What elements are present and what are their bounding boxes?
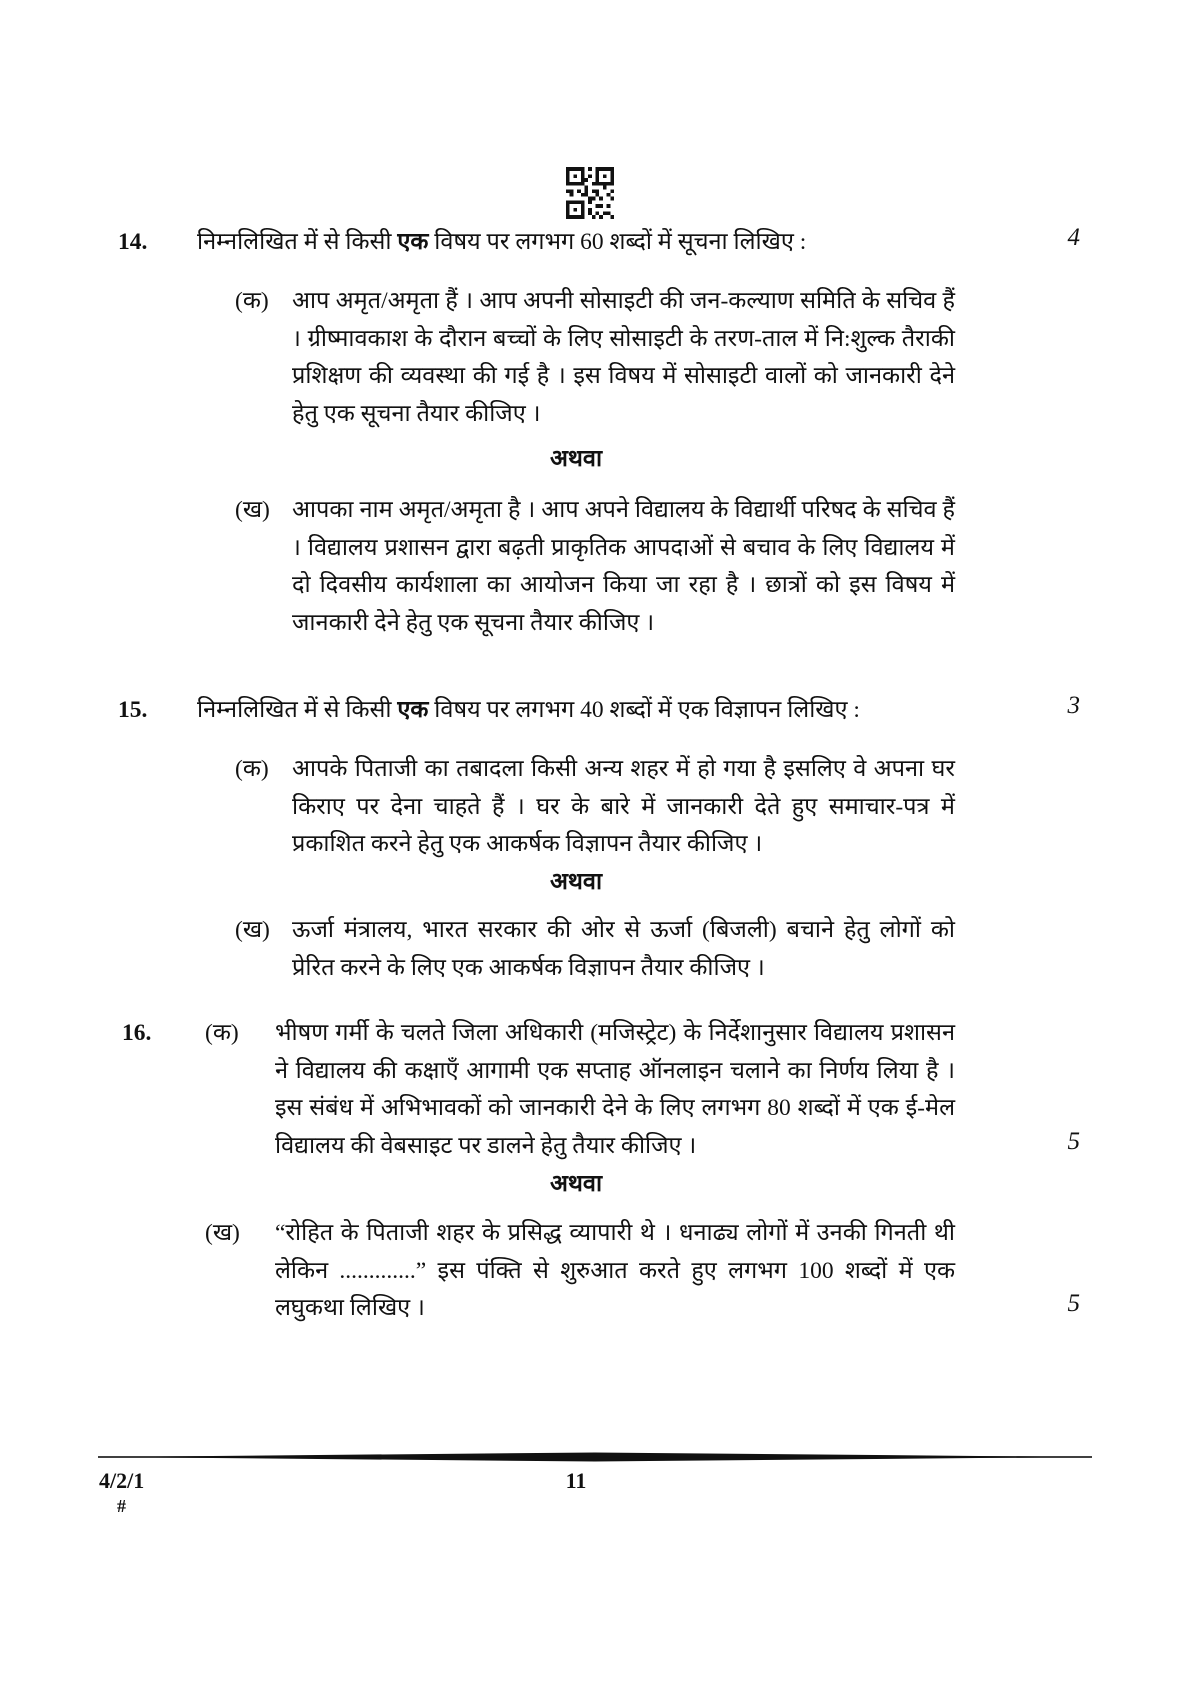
q14-option-a-label: (क) [235, 288, 269, 314]
q16-option-a-text: भीषण गर्मी के चलते जिला अधिकारी (मजिस्ट्रेट) के निर्देशानुसार विद्यालय प्रशासन ने विद्यालय की कक्षाएँ आगामी एक सप्ताह ऑनलाइन चलाने का निर्णय लिया है । इस संबंध में अभिभावकों को जानकारी देने के लिए लगभग 80 शब्दों में एक ई-मेल विद्यालय की वेबसाइट पर डालने हेतु तैयार कीजिए । [275, 1020, 955, 1159]
q14-or-separator: अथवा [549, 446, 603, 472]
q15-option-a-label: (क) [235, 756, 269, 782]
question-15-heading [118, 692, 955, 729]
q16-option-a-marks: 5 [1067, 1128, 1080, 1155]
q16-option-b [205, 1215, 955, 1328]
q14-option-b-label: (ख) [235, 497, 270, 523]
question-15-marks: 3 [1067, 692, 1080, 719]
footer-rule [98, 1451, 1092, 1463]
q16-option-b-text: “रोहित के पिताजी शहर के प्रसिद्ध व्यापारी थे । धनाढ्य लोगों में उनकी गिनती थी लेकिन .............” इस पंक्ति से शुरुआत करते हुए लगभग 100 शब्दों में एक लघुकथा लिखिए । [275, 1220, 955, 1321]
question-14-text [197, 229, 806, 255]
q16-option-b-marks: 5 [1067, 1290, 1080, 1317]
footer-paper-code: 4/2/1 [99, 1468, 145, 1493]
q14-intro-pre: निम्नलिखित में से किसी [197, 229, 398, 255]
question-14-marks: 4 [1067, 224, 1080, 251]
q15-option-b [235, 912, 955, 987]
q16-option-b-label: (ख) [205, 1220, 240, 1246]
q14-intro-post: विषय पर लगभग 60 शब्दों में सूचना लिखिए : [428, 229, 807, 255]
q15-or-separator: अथवा [549, 869, 603, 895]
q16-option-a [122, 1015, 955, 1165]
q15-option-a-text: आपके पिताजी का तबादला किसी अन्य शहर में हो गया है इसलिए वे अपना घर किराए पर देना चाहते हैं । घर के बारे में जानकारी देते हुए समाचार-पत्र में प्रकाशित करने हेतु एक आकर्षक विज्ञापन तैयार कीजिए । [292, 756, 955, 857]
q15-intro-post: विषय पर लगभग 40 शब्दों में एक विज्ञापन लिखिए : [428, 697, 860, 723]
question-16-number: 16. [122, 1020, 152, 1046]
question-15-number: 15. [118, 697, 148, 723]
q16-option-a-label: (क) [205, 1020, 239, 1046]
q16-or-separator: अथवा [549, 1171, 603, 1197]
q14-option-b [235, 492, 955, 642]
q15-intro-pre: निम्नलिखित में से किसी [197, 697, 398, 723]
q14-option-a-text: आप अमृत/अमृता हैं । आप अपनी सोसाइटी की जन-कल्याण समिति के सचिव हैं । ग्रीष्मावकाश के दौरान बच्चों के लिए सोसाइटी के तरण-ताल में नि:शुल्क तैराकी प्रशिक्षण की व्यवस्था की गई है । इस विषय में सोसाइटी वालों को जानकारी देने हेतु एक सूचना तैयार कीजिए । [292, 288, 955, 427]
footer-page-number: 11 [565, 1468, 587, 1493]
q15-option-b-text: ऊर्जा मंत्रालय, भारत सरकार की ओर से ऊर्जा (बिजली) बचाने हेतु लोगों को प्रेरित करने के लिए एक आकर्षक विज्ञापन तैयार कीजिए । [292, 917, 955, 981]
q15-intro-bold: एक [397, 697, 429, 723]
q15-option-a [235, 751, 955, 864]
q14-option-b-text: आपका नाम अमृत/अमृता है । आप अपने विद्यालय के विद्यार्थी परिषद के सचिव हैं । विद्यालय प्रशासन द्वारा बढ़ती प्राकृतिक आपदाओं से बचाव के लिए विद्यालय में दो दिवसीय कार्यशाला का आयोजन किया जा रहा है । छात्रों को इस विषय में जानकारी देने हेतु एक सूचना तैयार कीजिए । [292, 497, 955, 636]
question-14-number: 14. [118, 229, 148, 255]
question-14-heading [118, 224, 955, 261]
q14-intro-bold: एक [397, 229, 429, 255]
qr-code-icon [566, 164, 614, 222]
question-15-text [197, 697, 860, 723]
q15-option-b-label: (ख) [235, 917, 270, 943]
footer-hash-mark: # [117, 1496, 126, 1516]
q14-option-a [235, 283, 955, 433]
